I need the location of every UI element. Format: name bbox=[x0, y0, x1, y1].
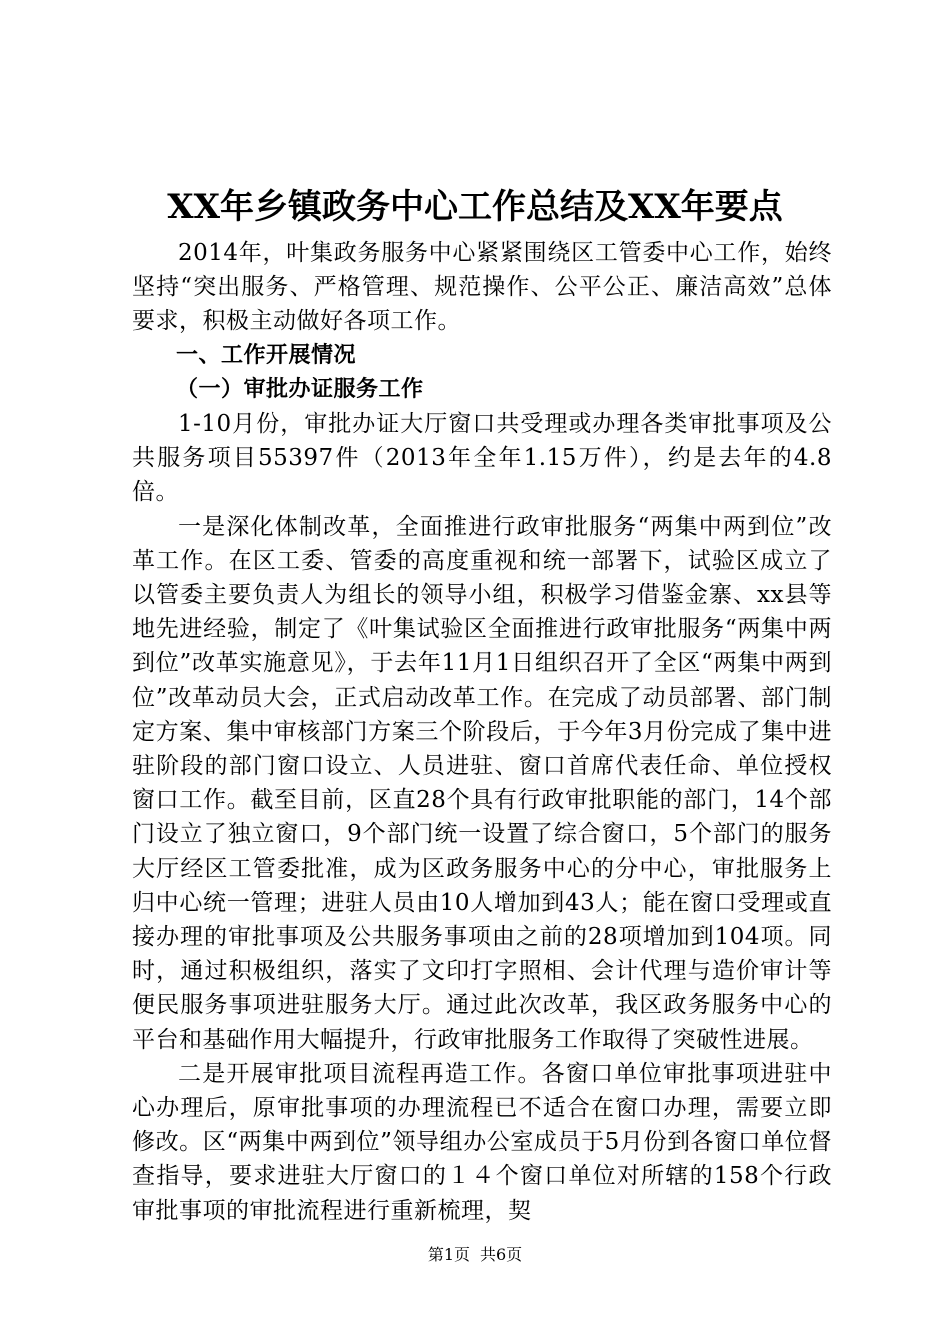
paragraph-intro: 2014年，叶集政务服务中心紧紧围绕区工管委中心工作，始终坚持“突出服务、严格管理、规范操作、公平公正、廉洁高效”总体要求，积极主动做好各项工作。 bbox=[132, 240, 832, 335]
section-heading: 一、工作开展情况 bbox=[176, 342, 357, 368]
page-footer bbox=[0, 1244, 950, 1266]
page-number: 第1页 bbox=[427, 1245, 470, 1264]
document-title: XX年乡镇政务中心工作总结及XX年要点 bbox=[167, 187, 783, 227]
document-body bbox=[132, 236, 832, 1228]
page-total: 共6页 bbox=[480, 1245, 523, 1264]
paragraph-reform: 一是深化体制改革，全面推进行政审批服务“两集中两到位”改革工作。在区工委、管委的高度重视和统一部署下，试验区成立了以管委主要负责人为组长的领导小组，积极学习借鉴金寨、xx县等地先进经验，制定了《叶集试验区全面推进行政审批服务“两集中两到位”改革实施意见》，于去年11月1日组织召开了全区“两集中两到位”改革动员大会，正式启动改革工作。在完成了动员部署、部门制定方案、集中审核部门方案三个阶段后，于今年3月份完成了集中进驻阶段的部门窗口设立、人员进驻、窗口首席代表任命、单位授权窗口工作。截至目前，区直28个具有行政审批职能的部门，14个部门设立了独立窗口，9个部门统一设置了综合窗口，5个部门的服务大厅经区工管委批准，成为区政务服务中心的分中心，审批服务上归中心统一管理；进驻人员由10人增加到43人；能在窗口受理或直接办理的审批事项及公共服务事项由之前的28项增加到104项。同时，通过积极组织，落实了文印打字照相、会计代理与造价审计等便民服务事项进驻服务大厅。通过此次改革，我区政务服务中心的平台和基础作用大幅提升，行政审批服务工作取得了突破性进展。 bbox=[132, 513, 832, 1053]
subsection-heading: （一）审批办证服务工作 bbox=[176, 376, 424, 402]
paragraph-process: 二是开展审批项目流程再造工作。各窗口单位审批事项进驻中心办理后，原审批事项的办理流程已不适合在窗口办理，需要立即修改。区“两集中两到位”领导组办公室成员于5月份到各窗口单位督查指导，要求进驻大厅窗口的１４个窗口单位对所辖的158个行政审批事项的审批流程进行重新梳理，契 bbox=[132, 1060, 832, 1224]
paragraph-statistics: 1-10月份，审批办证大厅窗口共受理或办理各类审批事项及公共服务项目55397件（2013年全年1.15万件），约是去年的4.8倍。 bbox=[132, 411, 832, 506]
